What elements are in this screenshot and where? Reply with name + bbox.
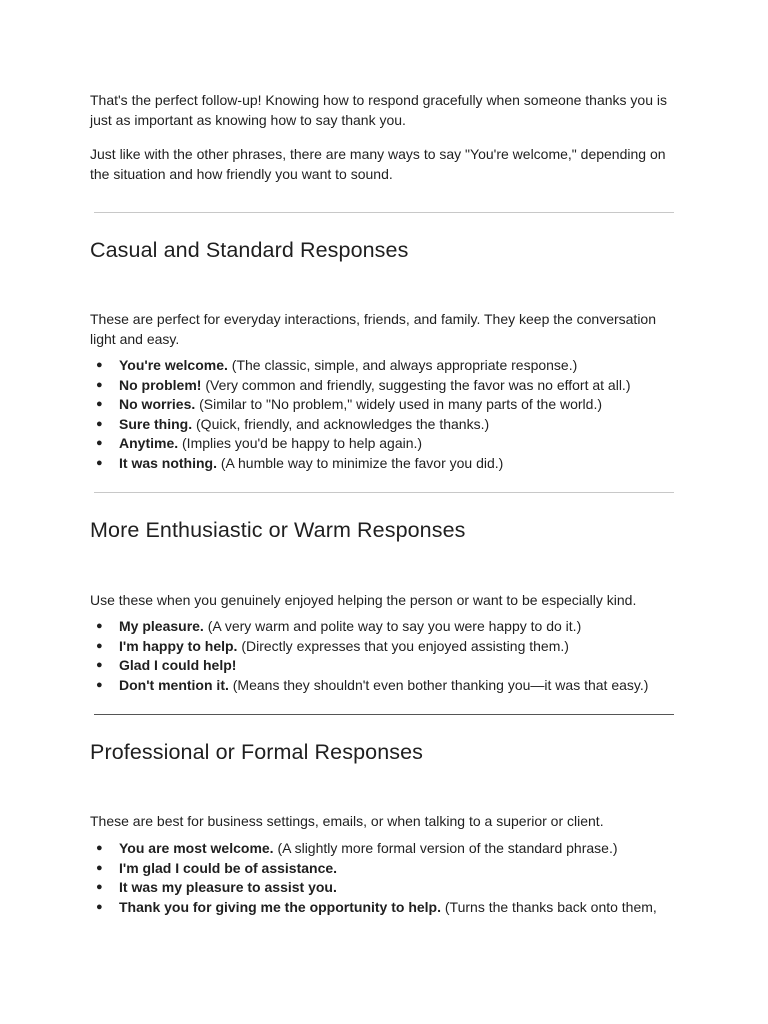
- phrase-note: (Means they shouldn't even bother thanking you—it was that easy.): [228, 676, 649, 693]
- bullet-icon: ●: [96, 417, 103, 430]
- list-item: [90, 617, 680, 637]
- phrase-note: (The classic, simple, and always appropriate response.): [227, 357, 578, 373]
- section-divider: [94, 492, 674, 493]
- phrase-term: Thank you for giving me the opportunity to help.: [119, 898, 441, 915]
- phrase-term: It was nothing.: [119, 454, 217, 471]
- intro-paragraph-2: Just like with the other phrases, there are many ways to say "You're welcome," depending on the situation and how friendly you want to sound.: [90, 146, 666, 182]
- section-heading-casual: Casual and Standard Responses: [90, 238, 409, 262]
- phrase-term: You're welcome.: [119, 357, 228, 373]
- list-item: [90, 395, 680, 415]
- bullet-icon: ●: [96, 639, 103, 652]
- bullet-icon: ●: [96, 398, 103, 410]
- response-list-casual: [90, 356, 680, 473]
- phrase-term: Anytime.: [119, 435, 179, 451]
- phrase-term: It was my pleasure to assist you.: [119, 879, 337, 895]
- section-heading-formal: Professional or Formal Responses: [90, 740, 424, 764]
- list-item: [90, 454, 680, 474]
- section-divider: [94, 212, 674, 213]
- section-heading-warm: More Enthusiastic or Warm Responses: [90, 518, 466, 542]
- phrase-note: (Similar to "No problem," widely used in many parts of the world.): [195, 396, 603, 412]
- section-description-formal: These are best for business settings, emails, or when talking to a superior or client.: [90, 813, 604, 829]
- bullet-icon: ●: [96, 456, 103, 469]
- list-item: [90, 898, 680, 918]
- response-list-formal: [90, 839, 680, 917]
- phrase-note: (Directly expresses that you enjoyed assisting them.): [237, 637, 569, 654]
- phrase-term: I'm happy to help.: [119, 637, 238, 654]
- bullet-icon: ●: [96, 437, 103, 449]
- bullet-icon: ●: [96, 900, 103, 913]
- list-item: [90, 637, 680, 657]
- bullet-icon: ●: [96, 659, 103, 671]
- phrase-note: (Quick, friendly, and acknowledges the thanks.): [192, 415, 490, 432]
- list-item: [90, 376, 680, 396]
- bullet-icon: ●: [96, 881, 103, 893]
- bullet-icon: ●: [96, 861, 103, 874]
- phrase-note: (Implies you'd be happy to help again.): [178, 435, 423, 451]
- bullet-icon: ●: [96, 378, 103, 391]
- section-description-warm: Use these when you genuinely enjoyed helping the person or want to be especially kind.: [90, 592, 637, 608]
- phrase-term: Sure thing.: [119, 415, 193, 432]
- list-item: [90, 656, 680, 676]
- list-item: [90, 859, 680, 879]
- bullet-icon: ●: [96, 620, 103, 632]
- section-divider: [94, 714, 674, 715]
- list-item: [90, 676, 680, 696]
- phrase-term: No problem!: [119, 376, 202, 393]
- bullet-icon: ●: [96, 842, 103, 854]
- phrase-term: No worries.: [119, 396, 196, 412]
- phrase-term: Don't mention it.: [119, 676, 229, 693]
- list-item: [90, 356, 680, 376]
- phrase-term: You are most welcome.: [119, 840, 274, 856]
- phrase-note: (Very common and friendly, suggesting the favor was no effort at all.): [201, 376, 631, 393]
- phrase-note: (A humble way to minimize the favor you did.): [217, 454, 504, 471]
- section-description-casual: These are perfect for everyday interactions, friends, and family. They keep the conversation light and easy.: [90, 311, 656, 347]
- phrase-note: (A slightly more formal version of the standard phrase.): [273, 840, 618, 856]
- phrase-note: (Turns the thanks back onto them,: [441, 898, 657, 915]
- bullet-icon: ●: [96, 678, 103, 691]
- list-item: [90, 878, 680, 898]
- phrase-term: I'm glad I could be of assistance.: [119, 859, 338, 876]
- response-list-warm: [90, 617, 680, 695]
- intro-paragraph-1: That's the perfect follow-up! Knowing how to respond gracefully when someone thanks you is just as important as knowing how to say thank you.: [90, 92, 667, 128]
- list-item: [90, 415, 680, 435]
- list-item: [90, 434, 680, 454]
- phrase-term: Glad I could help!: [119, 657, 237, 673]
- phrase-note: (A very warm and polite way to say you were happy to do it.): [203, 618, 582, 634]
- phrase-term: My pleasure.: [119, 618, 204, 634]
- list-item: [90, 839, 680, 859]
- bullet-icon: ●: [96, 359, 103, 371]
